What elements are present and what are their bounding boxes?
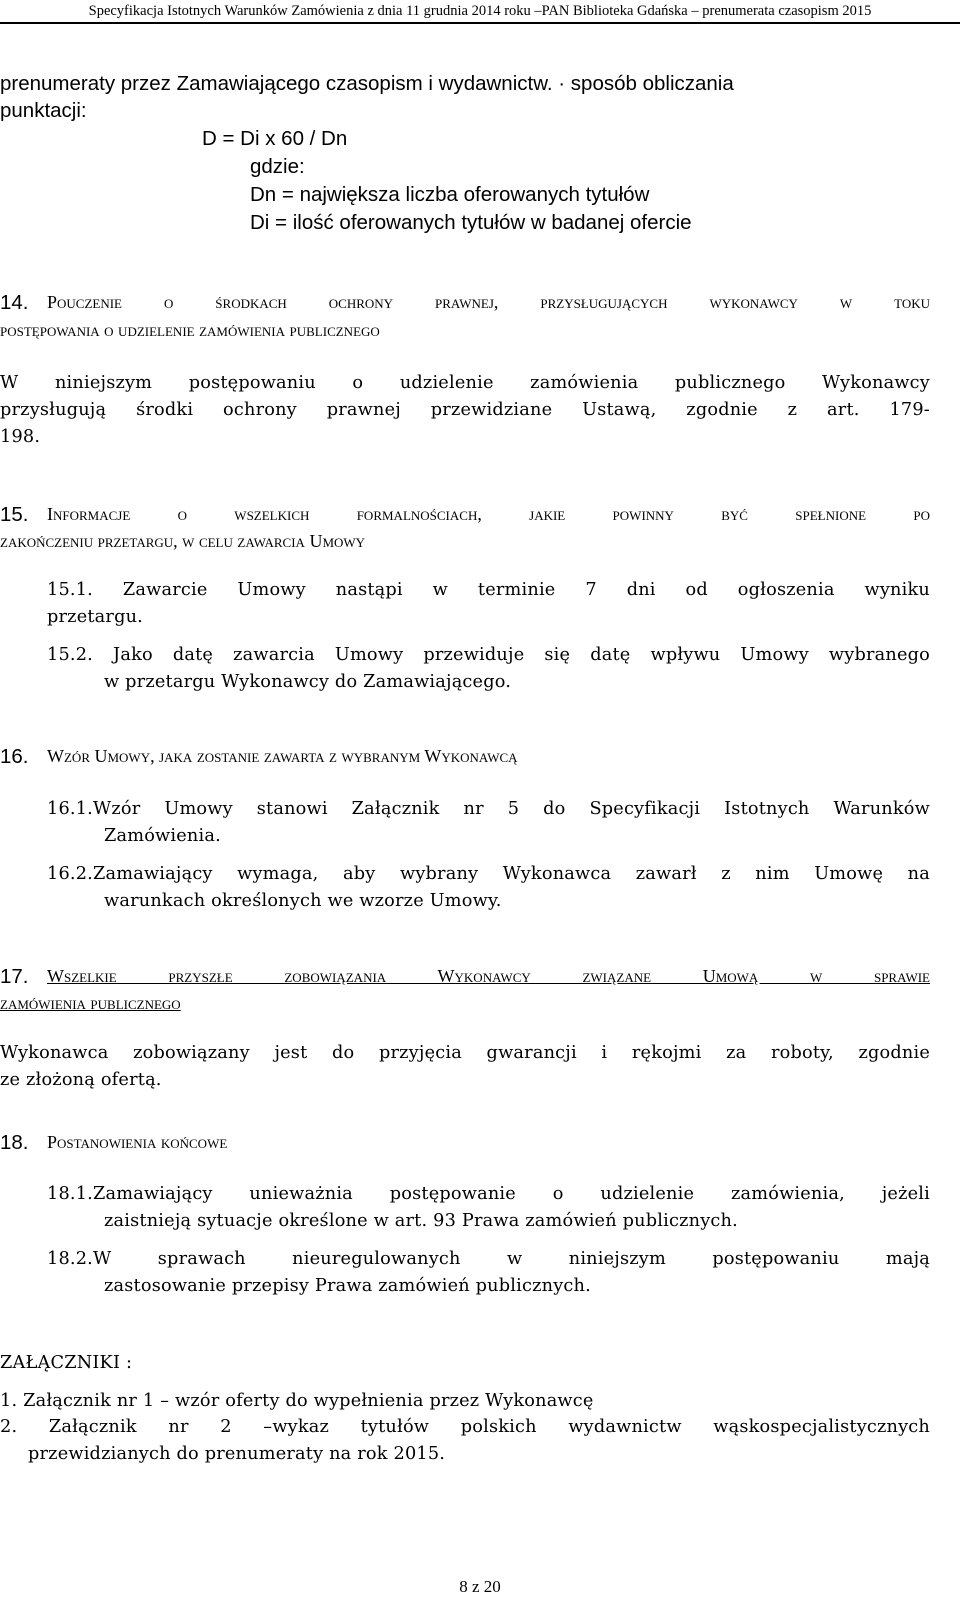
section-15-2-line-2: w przetargu Wykonawcy do Zamawiającego. bbox=[104, 672, 512, 692]
section-18-2-line-1: 18.2.W sprawach nieuregulowanych w niniejszym postępowaniu mają bbox=[47, 1249, 930, 1269]
section-14-title-line-1: Pouczenie o środkach ochrony prawnej, przysługujących wykonawcy w toku bbox=[47, 292, 930, 312]
section-16-2-line-2: warunkach określonych we wzorze Umowy. bbox=[104, 891, 502, 911]
page-header: Specyfikacja Istotnych Warunków Zamówienia z dnia 11 grudnia 2014 roku –PAN Biblioteka Gdańska – prenumerata czasopism 2015 bbox=[88, 3, 872, 19]
section-17-number: 17. bbox=[0, 965, 29, 988]
formula: D = Di x 60 / Dn bbox=[202, 127, 348, 150]
section-16-1-line-2: Zamówienia. bbox=[104, 826, 221, 846]
section-16-number: 16. bbox=[0, 745, 29, 768]
attachments-heading: ZAŁĄCZNIKI : bbox=[0, 1353, 133, 1373]
attachment-item-1: 1. Załącznik nr 1 – wzór oferty do wypełnienia przez Wykonawcę bbox=[0, 1391, 594, 1411]
section-18-2-line-2: zastosowanie przepisy Prawa zamówień publicznych. bbox=[104, 1276, 591, 1296]
formula-dn: Dn = największa liczba oferowanych tytułów bbox=[250, 183, 650, 206]
header-rule bbox=[0, 22, 960, 24]
section-16-title: Wzór Umowy, jaka zostanie zawarta z wybranym Wykonawcą bbox=[47, 746, 518, 766]
attachment-item-2-line-1: 2. Załącznik nr 2 –wykaz tytułów polskich wydawnictw wąskospecjalistycznych bbox=[0, 1417, 930, 1437]
section-15-1-line-1: 15.1. Zawarcie Umowy nastąpi w terminie 7 dni od ogłoszenia wyniku bbox=[47, 580, 930, 600]
formula-di: Di = ilość oferowanych tytułów w badanej ofercie bbox=[250, 211, 692, 234]
formula-where: gdzie: bbox=[250, 155, 305, 178]
section-18-title: Postanowienia końcowe bbox=[47, 1132, 228, 1152]
section-14-body-1: W niniejszym postępowaniu o udzielenie zamówienia publicznego Wykonawcy bbox=[0, 373, 930, 393]
section-15-title-line-2: zakończeniu przetargu, w celu zawarcia Umowy bbox=[0, 531, 366, 551]
intro-line-1: prenumeraty przez Zamawiającego czasopism i wydawnictw. · sposób obliczania bbox=[0, 72, 734, 95]
section-14-title-line-2: postępowania o udzielenie zamówienia publicznego bbox=[0, 320, 380, 340]
section-16-2-line-1: 16.2.Zamawiający wymaga, aby wybrany Wykonawca zawarł z nim Umowę na bbox=[47, 864, 930, 884]
section-18-number: 18. bbox=[0, 1131, 29, 1154]
section-15-2-line-1: 15.2. Jako datę zawarcia Umowy przewiduje się datę wpływu Umowy wybranego bbox=[47, 645, 930, 665]
section-14-body-3: 198. bbox=[0, 427, 41, 447]
section-17-body-2: ze złożoną ofertą. bbox=[0, 1070, 162, 1090]
section-15-title-line-1: Informacje o wszelkich formalnościach, jakie powinny być spełnione po bbox=[47, 504, 930, 524]
page-number: 8 z 20 bbox=[459, 1577, 501, 1596]
section-17-title-line-2: zamówienia publicznego bbox=[0, 993, 181, 1013]
section-17-body-1: Wykonawca zobowiązany jest do przyjęcia gwarancji i rękojmi za roboty, zgodnie bbox=[0, 1043, 930, 1063]
section-14-body-2: przysługują środki ochrony prawnej przewidziane Ustawą, zgodnie z art. 179- bbox=[0, 400, 930, 420]
section-16-1-line-1: 16.1.Wzór Umowy stanowi Załącznik nr 5 do Specyfikacji Istotnych Warunków bbox=[47, 799, 930, 819]
section-17-title-line-1: Wszelkie przyszłe zobowiązania Wykonawcy związane Umową w sprawie bbox=[47, 966, 930, 986]
attachment-item-2-line-2: przewidzianych do prenumeraty na rok 2015. bbox=[28, 1444, 446, 1464]
section-18-1-line-1: 18.1.Zamawiający unieważnia postępowanie o udzielenie zamówienia, jeżeli bbox=[47, 1184, 930, 1204]
section-18-1-line-2: zaistnieją sytuacje określone w art. 93 Prawa zamówień publicznych. bbox=[104, 1211, 738, 1231]
section-15-number: 15. bbox=[0, 503, 29, 526]
section-14-number: 14. bbox=[0, 291, 29, 314]
section-15-1-line-2: przetargu. bbox=[47, 607, 144, 627]
intro-line-2: punktacji: bbox=[0, 99, 87, 122]
